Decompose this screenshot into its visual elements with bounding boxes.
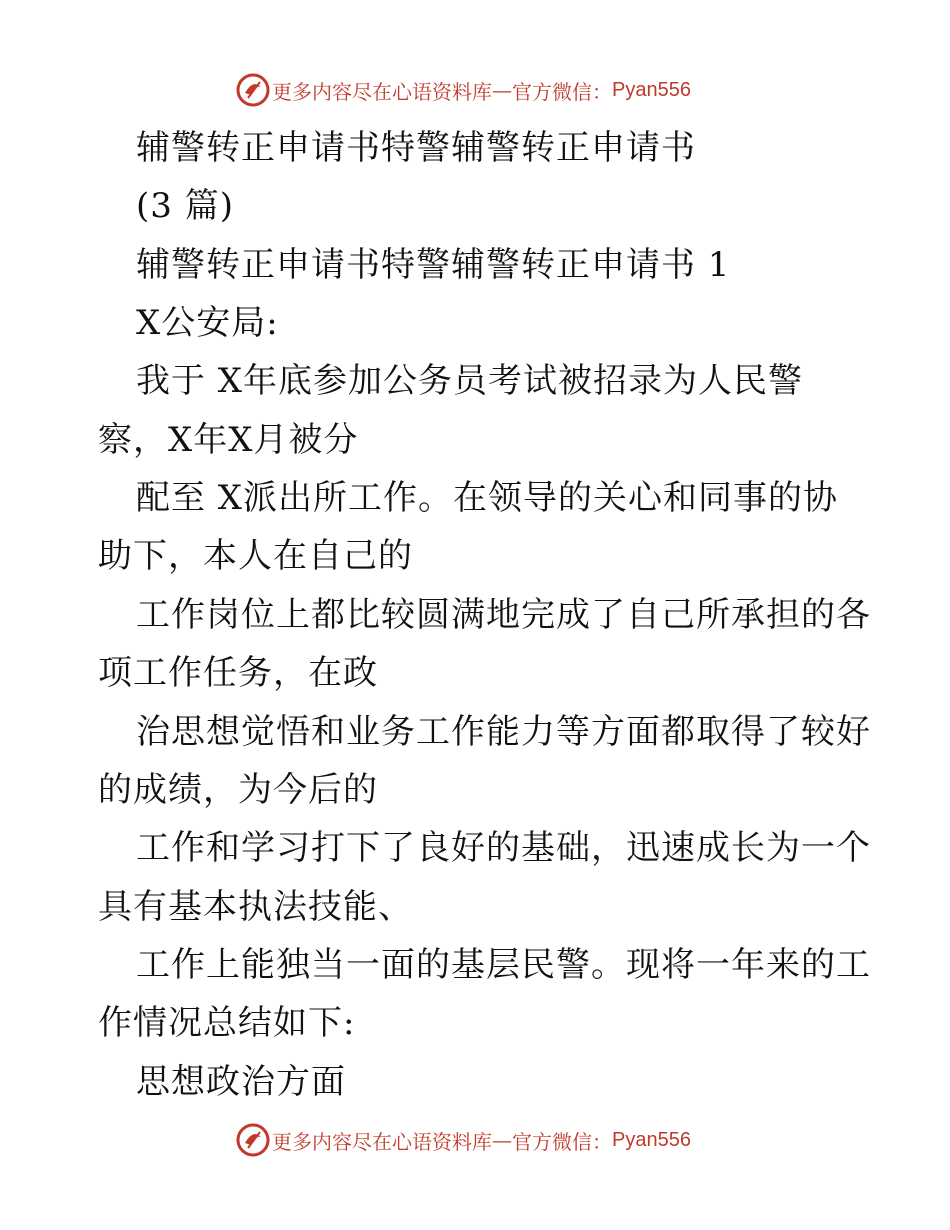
text-line: 助下，本人在自己的 [98, 536, 413, 576]
text-line: 项工作任务，在政 [98, 653, 378, 693]
section-heading: 思想政治方面 [136, 1062, 346, 1102]
footer-banner [236, 1120, 691, 1160]
banner-slogan: 更多内容尽在心语资料库 [272, 79, 492, 104]
text-line: 配至 X派出所工作。在领导的关心和同事的协 [136, 478, 839, 518]
banner-slogan: 更多内容尽在心语资料库 [272, 1129, 492, 1154]
banner-wechat-id: Pyan556 [612, 78, 691, 101]
brand-logo-icon [236, 73, 270, 107]
text-line: 工作和学习打下了良好的基础，迅速成长为一个 [136, 828, 871, 868]
banner-wechat-id: Pyan556 [612, 1128, 691, 1151]
header-banner [236, 70, 691, 110]
brand-logo-icon [236, 1123, 270, 1157]
text-line: 具有基本执法技能、 [98, 887, 413, 927]
text-line: 作情况总结如下: [98, 1003, 356, 1043]
text-line: 治思想觉悟和业务工作能力等方面都取得了较好 [136, 712, 871, 752]
text-line: 的成绩，为今后的 [98, 770, 378, 810]
text-line: 察，X年X月被分 [98, 420, 359, 460]
document-title-line-2: (3 篇) [136, 186, 234, 226]
text-line: 工作岗位上都比较圆满地完成了自己所承担的各 [136, 595, 871, 635]
banner-wechat-label: 官方微信： [512, 79, 612, 104]
banner-wechat-label: 官方微信： [512, 1129, 612, 1154]
document-subtitle: 辅警转正申请书特警辅警转正申请书 1 [136, 245, 731, 285]
document-title-line-1: 辅警转正申请书特警辅警转正申请书 [136, 128, 696, 168]
banner-separator: — [492, 1128, 512, 1152]
text-line: 工作上能独当一面的基层民警。现将一年来的工 [136, 945, 871, 985]
salutation: X公安局: [136, 303, 279, 343]
text-line: 我于 X年底参加公务员考试被招录为人民警 [136, 361, 804, 401]
banner-separator: — [492, 78, 512, 102]
